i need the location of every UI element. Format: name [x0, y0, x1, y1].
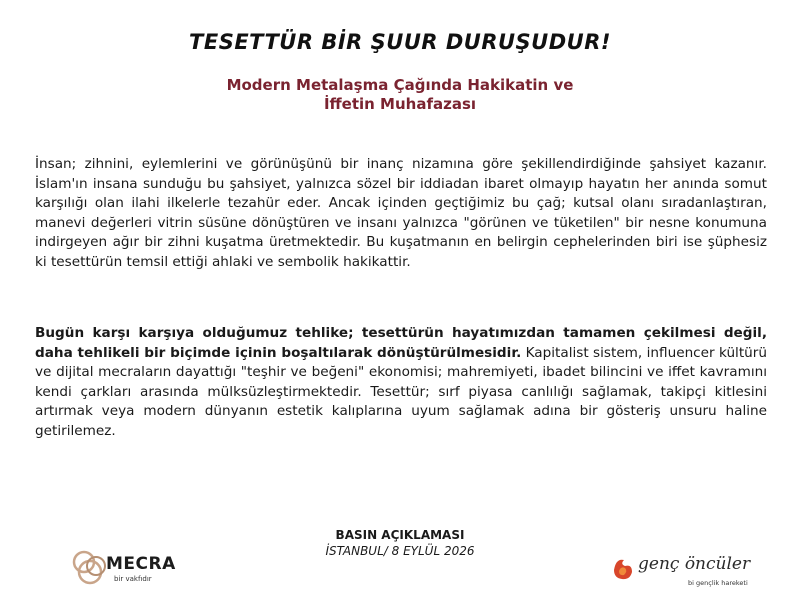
mecra-logo-tagline: bir vakfıdır: [114, 575, 152, 583]
subtitle-line-2: İffetin Muhafazası: [323, 95, 477, 113]
genc-onculer-logo-name: genç öncüler: [638, 554, 751, 574]
paragraph-2-bold: Bugün karşı karşıya olduğumuz tehlike; tesettürün hayatımızdan tamamen çekilmesi değil, daha tehlikeli bir biçimde içinin boşaltılarak dönüştürülmesidir.: [35, 325, 767, 361]
mecra-rings-icon: [70, 548, 110, 588]
paragraph-1: İnsan; zihnini, eylemlerini ve görünüşünü bir inanç nizamına göre şekillendirdiğinde şahsiyet kazanır. İslam'ın insana sunduğu bu şahsiyet, yalnızca sözel bir iddiadan ibaret olmayıp hayatın her anında somut karşılığı olan ilahi ilkelerle tezahür eder. Ancak içinden geçtiğimiz bu çağ; kutsal olanı sıradanlaştıran, manevi değerleri vitrin süsüne dönüştüren ve insanı yalnızca "görünen ve tüketilen" bir nesne konumuna indirgeyen ağır bir zihni kuşatma üretmektedir. Bu kuşatmanın en belirgin cephelerinden biri ise şüphesiz ki tesettürün temsil ettiği ahlaki ve sembolik hakikattir.: [35, 156, 767, 270]
mecra-logo-name: MECRA: [106, 554, 176, 574]
genc-onculer-flame-icon: [610, 554, 636, 582]
press-release-date: İSTANBUL/ 8 EYLÜL 2026: [325, 544, 475, 558]
genc-onculer-logo-tagline: bi gençlik hareketi: [688, 579, 748, 587]
mecra-logo: [70, 548, 210, 588]
subtitle-line-1: Modern Metalaşma Çağında Hakikatin ve: [226, 76, 574, 94]
press-release-label: BASIN AÇIKLAMASI: [335, 528, 465, 542]
paragraph-2: [35, 324, 767, 441]
paragraph-2-rest: Kapitalist sistem, influencer kültürü ve dijital mecraların dayattığı "teşhir ve beğeni" ekonomisi; mahremiyeti, ibadet bilincini ve iffet kavramını kendi çarkları arasında mülksüzleştirmektedir. Tesettür; sırf piyasa canlılığı sağlamak, takipçi kitlesini artırmak veya modern dünyanın estetik kalıplarına uyum sağlamak adına bir gösteriş unsuru haline getirilemez.: [35, 344, 767, 439]
genc-onculer-logo: [610, 552, 780, 592]
page-title: TESETTÜR BİR ŞUUR DURUŞUDUR!: [189, 30, 611, 54]
page-subtitle: [0, 76, 800, 114]
